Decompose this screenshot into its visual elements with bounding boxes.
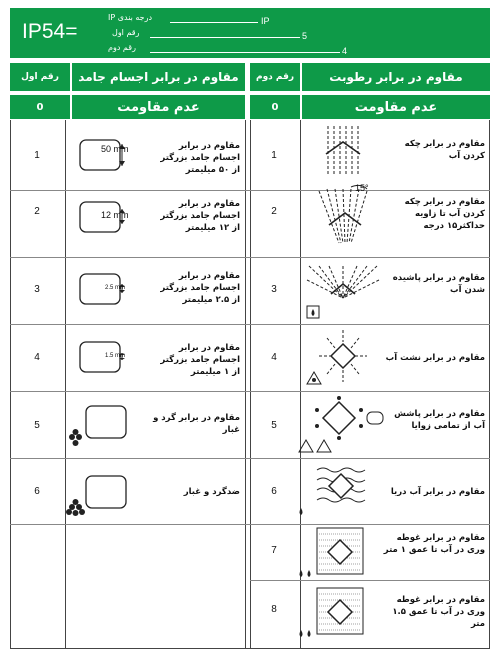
grid-line <box>10 458 490 459</box>
solids-row-6-text: ضدگرد و غبار <box>183 487 240 497</box>
drip-15-degree-icon <box>315 183 375 253</box>
solids-row-2-text: مقاوم در برابر اجسام جامد بزرگتر از ۱۲ میلیمتر <box>160 199 240 233</box>
solids-row-1-text: مقاوم در برابر اجسام جامد بزرگتر از ۵۰ میلیمتر <box>160 141 240 175</box>
solids-row-4-number: 4 <box>34 352 40 363</box>
moisture-row-7-text: مقاوم در برابر غوطه وری در آب تا عمق ۱ متر <box>383 533 485 555</box>
moisture-row-8-text: مقاوم در برابر غوطه وری در آب تا عمق ۱.۵ متر <box>392 595 485 629</box>
solids-row-2-number: 2 <box>34 206 40 217</box>
solids-no-protection: عدم مقاومت <box>72 95 245 119</box>
solid-1mm-label: 1.5 mm <box>105 353 126 359</box>
solids-row-5-text: مقاوم در برابر گرد و غبار <box>153 413 240 435</box>
solids-row-1-number: 1 <box>34 150 40 161</box>
moisture-row-6-text: مقاوم در برابر آب دریا <box>390 487 485 497</box>
moisture-row-3-text: مقاوم در برابر پاشیده شدن آب <box>392 273 485 295</box>
solid-2-5mm-label: 2.5 mm <box>105 285 126 291</box>
grade-value: IP <box>261 16 270 26</box>
first-digit-value: 5 <box>302 31 308 41</box>
grade-label: درجه بندی IP <box>108 13 153 22</box>
first-digit-line <box>150 37 300 38</box>
moisture-row-2-text: مقاوم در برابر چکه کردن آب تا زاویه حداکثر۱۵ درجه <box>404 197 485 231</box>
moisture-row-6-number: 6 <box>271 486 277 497</box>
grid-line <box>245 120 246 648</box>
solids-row-3-text: مقاوم در برابر اجسام جامد بزرگتر از ۲.۵ میلیمتر <box>160 271 240 305</box>
solids-row-3-number: 3 <box>34 284 40 295</box>
dust-protected-icon <box>68 404 130 452</box>
second-digit-value: 4 <box>342 46 348 56</box>
grid-line <box>489 120 490 648</box>
col-header-solids: مقاوم در برابر اجسام جامد <box>72 63 245 91</box>
solids-row-4-text: مقاوم در برابر اجسام جامد بزرگتر از ۱ میلیمتر <box>160 343 240 377</box>
moisture-row-7-number: 7 <box>271 545 277 556</box>
solids-row-6-number: 6 <box>34 486 40 497</box>
moisture-row-8-number: 8 <box>271 604 277 615</box>
solid-50mm-label: 50 mm <box>101 144 129 154</box>
grid-line <box>250 580 490 581</box>
solids-row-5-number: 5 <box>34 420 40 431</box>
second-digit-zero: 0 <box>250 95 300 119</box>
second-digit-label: رقم دوم <box>108 43 136 52</box>
dripping-water-icon <box>320 124 366 182</box>
immersion-1m-icon <box>295 526 375 580</box>
grade-line <box>170 22 258 23</box>
second-digit-line <box>150 52 340 53</box>
moisture-row-2-number: 2 <box>271 206 277 217</box>
ip-code: IP54= <box>22 20 78 43</box>
moisture-row-5-number: 5 <box>271 420 277 431</box>
grid-line <box>10 391 490 392</box>
moisture-no-protection: عدم مقاومت <box>302 95 490 119</box>
solid-12mm-label: 12 mm <box>101 210 129 220</box>
col-header-first-digit: رقم اول <box>10 63 70 91</box>
grid-line <box>250 120 251 648</box>
moisture-row-1-number: 1 <box>271 150 277 161</box>
heavy-seas-icon <box>295 462 375 520</box>
grid-line <box>10 120 11 648</box>
immersion-beyond-1m-icon <box>295 586 375 644</box>
first-digit-label: رقم اول <box>112 28 140 37</box>
angle-label: 15° <box>355 183 369 193</box>
splashing-water-icon <box>305 328 379 388</box>
moisture-row-3-number: 3 <box>271 284 277 295</box>
moisture-row-4-number: 4 <box>271 352 277 363</box>
moisture-row-1-text: مقاوم در برابر چکه کردن آب <box>404 139 485 161</box>
ip-header <box>10 8 490 58</box>
moisture-row-5-text: مقاوم در برابر پاشش آب از تمامی زوایا <box>394 409 485 431</box>
grid-line <box>10 324 490 325</box>
jet-water-icon <box>295 394 385 456</box>
first-digit-zero: 0 <box>10 95 70 119</box>
moisture-row-4-text: مقاوم در برابر نشت آب <box>385 353 485 363</box>
col-header-second-digit: رقم دوم <box>250 63 300 91</box>
col-header-moisture: مقاوم در برابر رطوبت <box>302 63 490 91</box>
grid-line <box>10 524 490 525</box>
grid-line <box>10 257 490 258</box>
dust-tight-icon <box>68 474 130 522</box>
spraying-water-icon <box>305 262 379 322</box>
grid-line <box>10 190 490 191</box>
grid-line <box>65 120 66 648</box>
